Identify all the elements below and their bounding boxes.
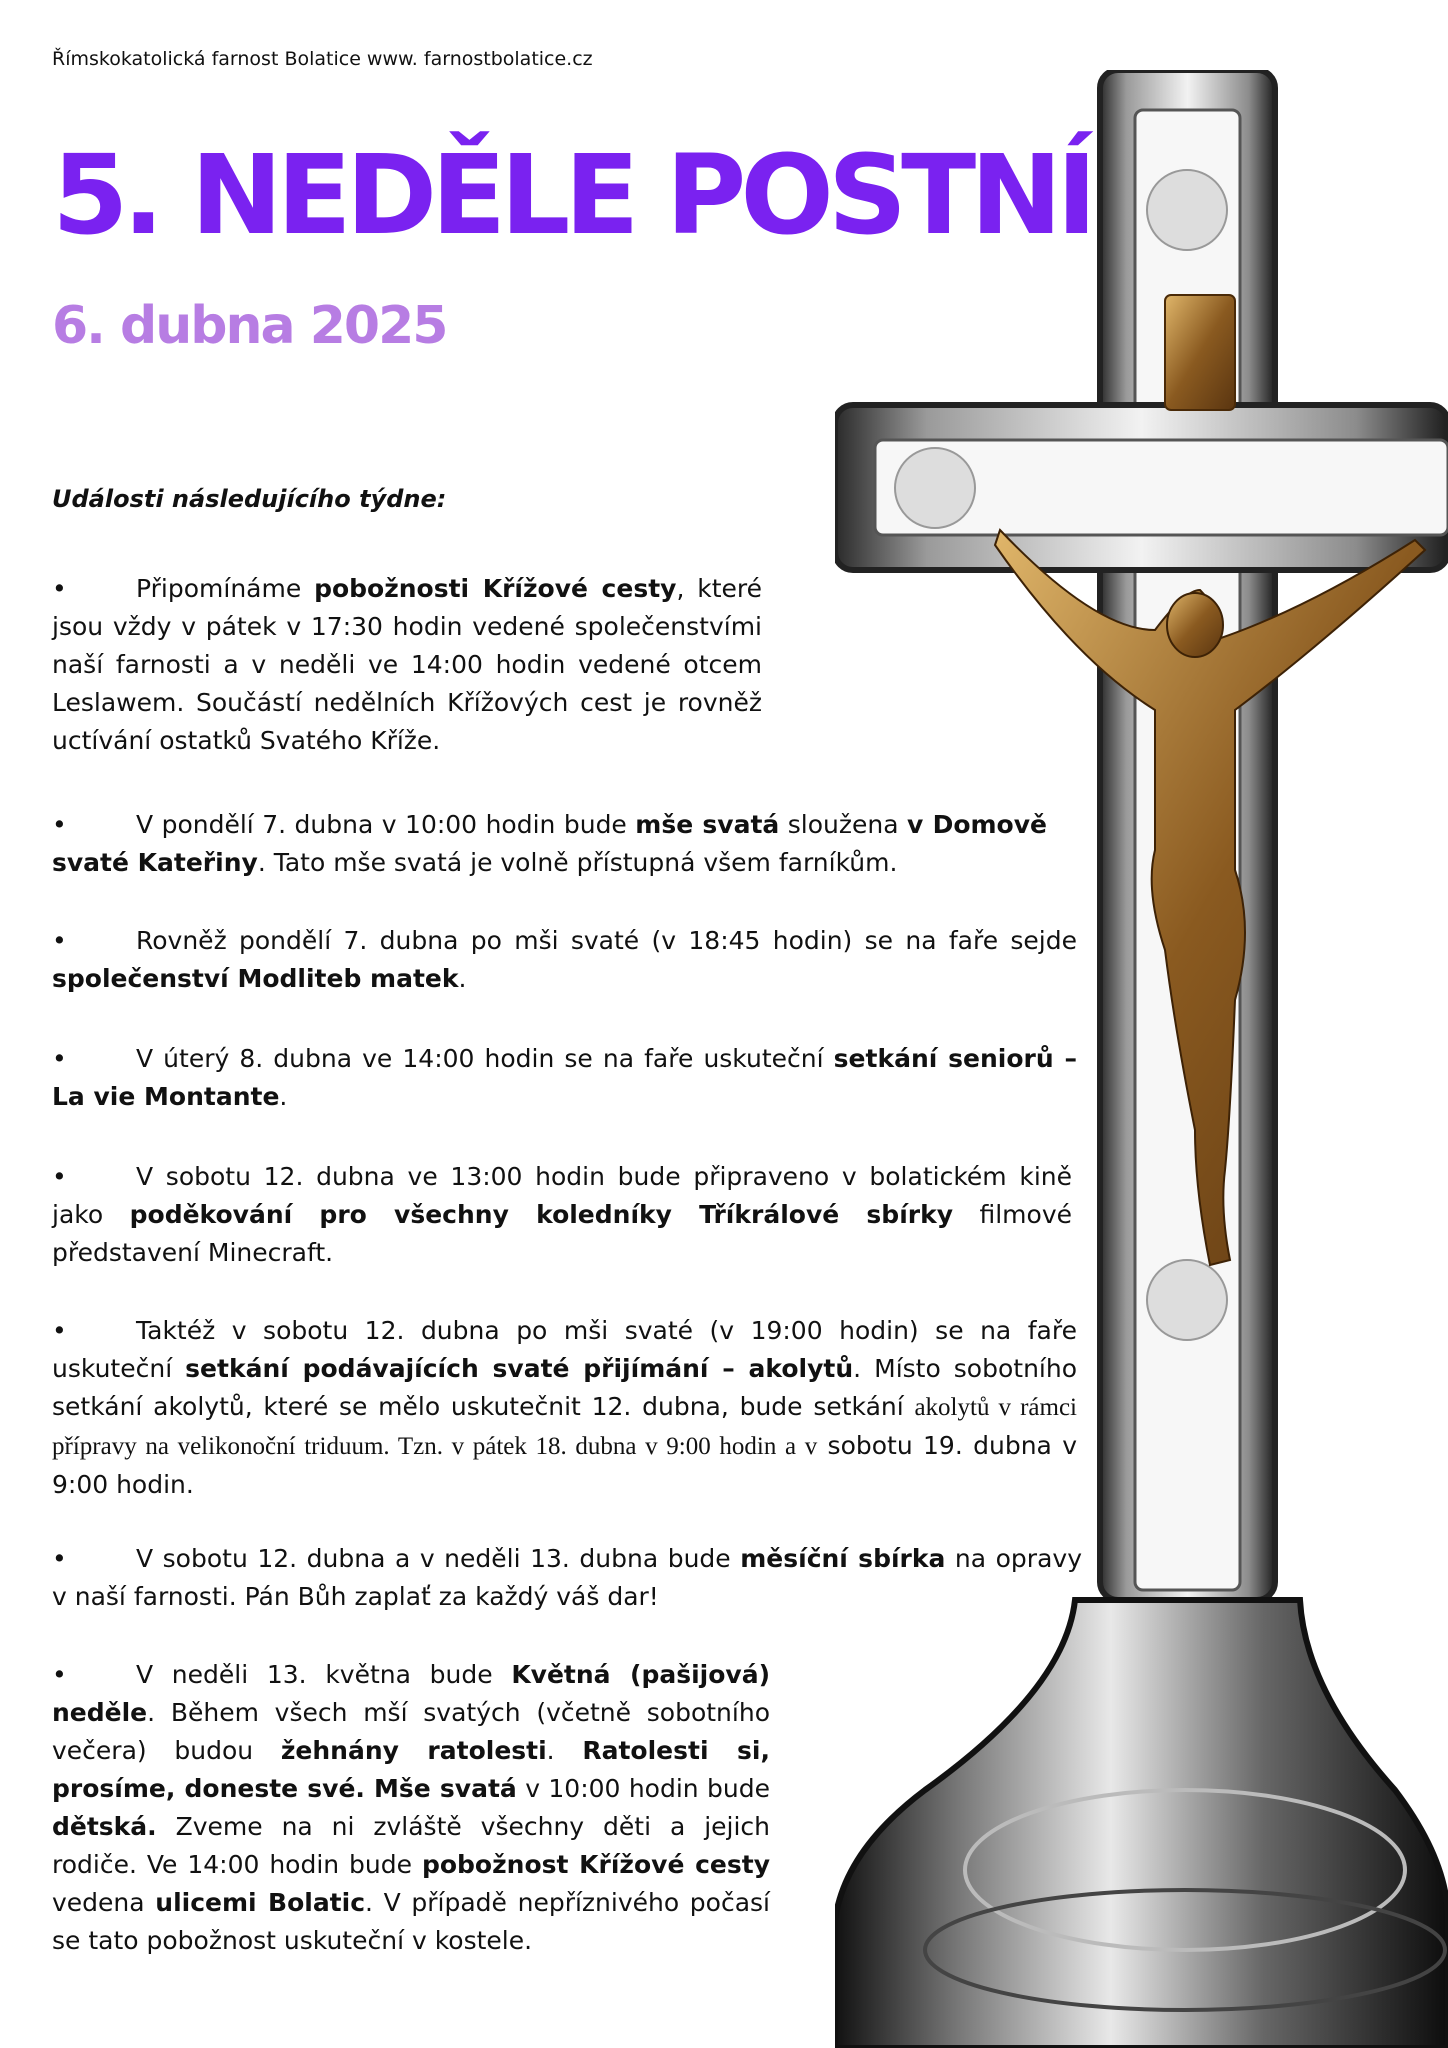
list-item: • V úterý 8. dubna ve 14:00 hodin se na faře uskuteční setkání seniorů – La vie Montante. bbox=[52, 1040, 1077, 1116]
list-item: • Taktéž v sobotu 12. dubna po mši svaté (v 19:00 hodin) se na faře uskuteční setkání podávajících svaté přijímání – akolytů. Místo sobotního setkání akolytů, které se mělo uskutečnit 12. dubna, bude setkání akolytů v rámci přípravy na velikonoční triduum. Tzn. v pátek 18. dubna v 9:00 hodin a v sobotu 19. dubna v 9:00 hodin. bbox=[52, 1312, 1077, 1504]
cross-base bbox=[835, 1600, 1448, 2048]
bullet: • bbox=[52, 1316, 67, 1345]
bullet: • bbox=[52, 926, 67, 955]
bullet: • bbox=[52, 810, 67, 839]
bullet: • bbox=[52, 574, 67, 603]
list-item: • Rovněž pondělí 7. dubna po mši svaté (v 18:45 hodin) se na faře sejde společenství Modliteb matek. bbox=[52, 922, 1077, 998]
list-item: • V sobotu 12. dubna a v neděli 13. dubna bude měsíční sbírka na opravy v naší farnosti. Pán Bůh zaplať za každý váš dar! bbox=[52, 1540, 1082, 1616]
list-item: • V sobotu 12. dubna ve 13:00 hodin bude připraveno v bolatickém kině jako poděkování pro všechny koledníky Tříkrálové sbírky filmové představení Minecraft. bbox=[52, 1158, 1072, 1272]
page-date: 6. dubna 2025 bbox=[52, 296, 447, 356]
bullet: • bbox=[52, 1544, 67, 1573]
parish-header: Římskokatolická farnost Bolatice www. farnostbolatice.cz bbox=[52, 48, 593, 70]
list-item: • Připomínáme pobožnosti Křížové cesty, které jsou vždy v pátek v 17:30 hodin vedené společenstvími naší farnosti a v neděli ve 14:00 hodin vedené otcem Leslawem. Součástí nedělních Křížových cest je rovněž uctívání ostatků Svatého Kříže. bbox=[52, 570, 762, 760]
corpus-figure bbox=[995, 530, 1425, 1265]
bullet: • bbox=[52, 1162, 67, 1191]
bullet: • bbox=[52, 1044, 67, 1073]
section-heading: Události následujícího týdne: bbox=[52, 485, 447, 513]
page-title: 5. NEDĚLE POSTNÍ bbox=[52, 131, 1092, 259]
list-item: • V neděli 13. května bude Květná (pašijová) neděle. Během všech mší svatých (včetně sobotního večera) budou žehnány ratolesti. Ratolesti si, prosíme, doneste své. Mše svatá v 10:00 hodin bude dětská. Zveme na ni zvláště všechny děti a jejich rodiče. Ve 14:00 hodin bude pobožnost Křížové cesty vedena ulicemi Bolatic. V případě nepříznivého počasí se tato pobožnost uskuteční v kostele. bbox=[52, 1656, 770, 1960]
list-item: • V pondělí 7. dubna v 10:00 hodin bude mše svatá sloužena v Domově svaté Kateřiny. Tato mše svatá je volně přístupná všem farníkům. bbox=[52, 806, 1047, 882]
bullet: • bbox=[52, 1660, 67, 1689]
inri-plaque bbox=[1165, 295, 1235, 410]
